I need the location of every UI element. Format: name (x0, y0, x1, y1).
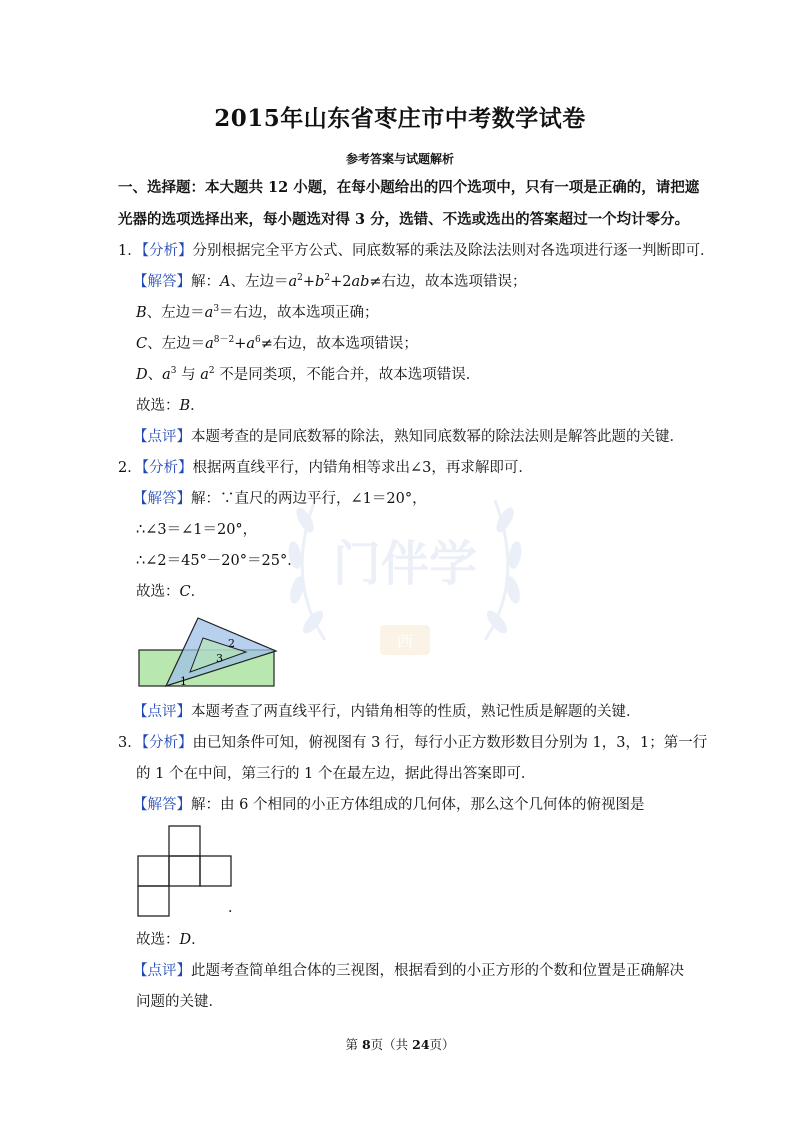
q1-d-text2: 与 (176, 367, 201, 383)
q1-option-d: D (136, 367, 148, 383)
page-footer (0, 1035, 800, 1053)
q2-answer-text: 解：∵直尺的两边平行，∠1＝20°， (191, 491, 427, 507)
q1-answer-tag: 【解答】 (133, 274, 191, 290)
q1-number: 1． (118, 243, 142, 259)
q1-comment-tag: 【点评】 (133, 429, 191, 445)
q3-analysis-tag: 【分析】 (141, 735, 193, 751)
q1-answer-d (136, 365, 480, 385)
square-middle-right (200, 856, 231, 886)
q2-step2: ∴∠2＝45°－20°＝25°． (136, 553, 302, 569)
q2-answer (133, 489, 427, 509)
q2-figure (138, 614, 278, 688)
q1-choice-prefix: 故选： (136, 398, 180, 414)
q1-c-exp2: 6 (255, 335, 261, 345)
q1-a-var1: a (288, 274, 298, 290)
q1-comment-text: 本题考查的是同底数幂的除法，熟知同底数幂的除法法则是解答此题的关键． (191, 429, 684, 445)
square-bottom-left (138, 886, 169, 916)
square-middle-left (138, 856, 169, 886)
q2-analysis-text: 根据两直线平行，内错角相等求出∠3，再求解即可． (192, 460, 533, 476)
q1-b-text1: 、左边＝ (146, 305, 205, 321)
square-middle-center (169, 856, 200, 886)
page-title: 2015年山东省枣庄市中考数学试卷 (214, 105, 586, 132)
q3-analysis-line2: 的 1 个在中间，第三行的 1 个在最左边，据此得出答案即可． (136, 766, 536, 782)
q3-choice (136, 930, 206, 950)
q1-a-text1: 、左边＝ (230, 274, 289, 290)
footer-prefix: 第 (345, 1037, 362, 1052)
watermark-text: 门伴学 (332, 536, 478, 592)
q3-figure-dot: ． (228, 900, 243, 916)
footer-middle: 页（共 (370, 1037, 413, 1052)
q1-d-var1: a (162, 367, 171, 383)
q2-answer-tag: 【解答】 (133, 491, 191, 507)
q1-c-var1: a (205, 336, 214, 352)
q1-comment (133, 427, 684, 447)
q1-answer-c (136, 334, 418, 354)
q1-analysis-text: 分别根据完全平方公式、同底数幂的乘法及除法法则对各选项进行逐一判断即可． (192, 243, 715, 259)
q1-a-var2: b (315, 274, 325, 290)
q1-analysis-line (118, 241, 714, 261)
q3-choice-prefix: 故选： (136, 932, 180, 948)
q1-c-exp1: 8－2 (213, 335, 235, 345)
angle-label-1: 1 (180, 675, 187, 688)
q1-analysis-tag: 【分析】 (141, 243, 193, 259)
q2-comment-text: 本题考查了两直线平行，内错角相等的性质，熟记性质是解题的关键． (191, 704, 641, 720)
q1-a-text2: ≠右边，故本选项错误； (369, 274, 527, 290)
q1-choice-suffix: ． (190, 398, 205, 414)
q1-d-exp1: 3 (170, 366, 177, 376)
q3-answer-tag: 【解答】 (133, 797, 191, 813)
watermark-logo (265, 440, 545, 700)
footer-total-pages: 24 (412, 1037, 430, 1052)
square-top-middle (169, 826, 200, 856)
q1-option-c: C (136, 336, 148, 352)
q3-number: 3． (118, 735, 142, 751)
q3-analysis-text1: 由已知条件可知，俯视图有 3 行，每行小正方数形数目分别为 1，3，1；第一行 (192, 735, 708, 751)
q1-c-text2: ≠右边，故本选项错误； (260, 336, 418, 352)
section-heading-line2: 光器的选项选择出来，每小题选对得 3 分，选错、不选或选出的答案超过一个均计零分。 (118, 211, 690, 228)
q3-choice-letter: D (179, 932, 192, 948)
q2-step1: ∴∠3＝∠1＝20°， (136, 522, 258, 538)
angle-label-3: 3 (216, 652, 223, 665)
q1-b-exp: 3 (213, 304, 220, 314)
footer-page-number: 8 (361, 1037, 371, 1052)
q1-d-text1: 、 (147, 367, 163, 383)
q1-choice (136, 396, 205, 416)
q1-d-var2: a (200, 367, 209, 383)
watermark-badge: 西 (396, 632, 414, 651)
q1-a-plus1: + (302, 274, 316, 290)
q1-c-text1: 、左边＝ (147, 336, 206, 352)
q2-choice-letter: C (179, 584, 191, 600)
angle-label-2: 2 (228, 637, 235, 650)
q1-answer-a (133, 272, 527, 292)
q2-choice-suffix: ． (190, 584, 206, 600)
q1-c-plus: + (234, 336, 247, 352)
q3-answer-text: 解：由 6 个相同的小正方体组成的几何体，那么这个几何体的俯视图是 (191, 797, 645, 813)
q1-a-var3: ab (351, 274, 370, 290)
footer-suffix: 页） (429, 1037, 455, 1052)
q1-choice-letter: B (179, 398, 191, 414)
q3-comment-text1: 此题考查简单组合体的三视图，根据看到的小正方形的个数和位置是正确解决 (191, 963, 684, 979)
q1-b-text2: ＝右边，故本选项正确； (219, 305, 379, 321)
q1-d-text3: 不是同类项，不能合并，故本选项错误． (214, 367, 481, 383)
page-subtitle: 参考答案与试题解析 (345, 152, 454, 166)
q3-comment (133, 961, 684, 981)
q2-number: 2． (118, 460, 142, 476)
q1-a-plus2: +2 (330, 274, 352, 290)
q1-c-var2: a (246, 336, 256, 352)
q1-answer-b (136, 303, 379, 323)
q2-choice-prefix: 故选： (136, 584, 180, 600)
q3-comment-tag: 【点评】 (133, 963, 191, 979)
section-heading-line1: 一、选择题：本大题共 12 小题，在每小题给出的四个选项中，只有一项是正确的，请把遮 (118, 179, 700, 196)
q1-answer-prefix: 解： (191, 274, 220, 290)
q1-b-var: a (204, 305, 214, 321)
q2-comment-tag: 【点评】 (133, 704, 191, 720)
q2-comment (133, 702, 641, 722)
q1-option-a: A (220, 274, 231, 290)
q1-option-b: B (136, 305, 147, 321)
q3-choice-suffix: ． (191, 932, 206, 948)
q3-analysis-line (118, 733, 707, 753)
q2-analysis-tag: 【分析】 (141, 460, 193, 476)
q3-comment-line2: 问题的关键． (136, 994, 223, 1010)
q2-analysis-line (118, 458, 533, 478)
q3-top-view-figure (137, 825, 241, 917)
q2-choice (136, 582, 205, 602)
q1-d-exp2: 2 (208, 366, 215, 376)
q1-a-exp2: 2 (324, 273, 331, 283)
q3-answer (133, 795, 644, 815)
q1-a-exp1: 2 (297, 273, 303, 283)
